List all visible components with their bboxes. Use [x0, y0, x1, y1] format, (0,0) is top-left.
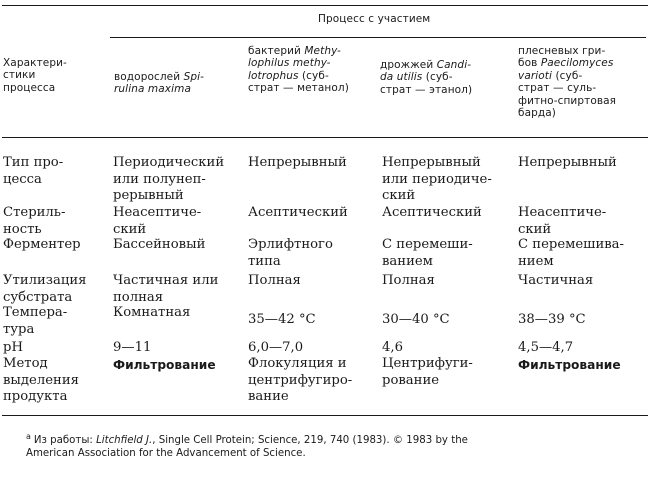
cell-substrate-1: Частичная или полная — [113, 273, 219, 305]
cell-temperature-2: 35—42 °C — [248, 312, 316, 327]
cell-ph-1: 9—11 — [113, 340, 152, 355]
group-title: Процесс с участием — [318, 13, 431, 25]
cell-ph-3: 4,6 — [382, 340, 403, 355]
header-bottom-rule — [2, 137, 648, 138]
cell-sterility-2: Асептический — [248, 205, 348, 220]
cell-process-type-1: Периодический или полунеп- рерывный — [113, 155, 225, 204]
row-label-isolation-method: Метод выделения продукта — [3, 356, 79, 405]
cell-fermenter-1: Бассейновый — [113, 237, 206, 252]
footnote-marker: a — [26, 432, 31, 441]
cell-substrate-4: Частичная — [518, 273, 594, 288]
row-label-temperature: Темпера- тура — [3, 305, 68, 337]
col-header-2: бактерий Methy- lophilus methy- lotrophus (суб- страт — метанол) — [248, 45, 349, 95]
cell-sterility-4: Неасептиче- ский — [518, 205, 607, 237]
row-header: Характери- стики процесса — [3, 57, 67, 94]
cell-isolation-1: Фильтрование — [113, 358, 216, 372]
row-label-ph: pH — [3, 340, 23, 355]
cell-sterility-1: Неасептиче- ский — [113, 205, 202, 237]
cell-isolation-2: Флокуляция и центрифугиро- вание — [248, 356, 353, 405]
col-header-4: плесневых гри- бов Paecilomyces varioti (суб- страт — суль- фитно-спиртовая барда) — [518, 45, 617, 120]
col-header-3: дрожжей Candi- da utilis (суб- страт — этанол) — [380, 59, 473, 96]
top-rule — [2, 5, 648, 6]
cell-temperature-4: 38—39 °C — [518, 312, 586, 327]
cell-ph-4: 4,5—4,7 — [518, 340, 574, 355]
cell-isolation-3: Центрифуги- рование — [382, 356, 473, 388]
footnote-prefix: Из работы: — [33, 435, 97, 446]
row-label-substrate-utilization: Утилизация субстрата — [3, 273, 87, 305]
cell-process-type-4: Непрерывный — [518, 155, 617, 170]
cell-ph-2: 6,0—7,0 — [248, 340, 304, 355]
row-label-sterility: Стериль- ность — [3, 205, 66, 237]
cell-fermenter-3: С перемеши- ванием — [382, 237, 473, 269]
table-bottom-rule — [2, 415, 648, 416]
footnote-rest: , Single Cell Protein; Science, 219, 740 (1983). © 1983 by the American Association for the Advancement of Science. — [26, 435, 468, 459]
cell-isolation-4: Фильтрование — [518, 358, 621, 372]
cell-fermenter-2: Эрлифтного типа — [248, 237, 333, 269]
cell-sterility-3: Асептический — [382, 205, 482, 220]
row-label-fermenter: Ферментер — [3, 237, 81, 252]
col-header-1: водорослей Spi- rulina maxima — [114, 71, 205, 96]
cell-process-type-2: Непрерывный — [248, 155, 347, 170]
cell-substrate-3: Полная — [382, 273, 435, 288]
cell-temperature-3: 30—40 °C — [382, 312, 450, 327]
cell-temperature-1: Комнатная — [113, 305, 191, 320]
cell-substrate-2: Полная — [248, 273, 301, 288]
group-rule — [110, 37, 646, 38]
footnote — [26, 434, 468, 460]
cell-process-type-3: Непрерывный или периодиче- ский — [382, 155, 492, 204]
footnote-author: Litchfield J. — [96, 435, 153, 446]
row-label-process-type: Тип про- цесса — [3, 155, 64, 187]
cell-fermenter-4: С перемешива- нием — [518, 237, 624, 269]
